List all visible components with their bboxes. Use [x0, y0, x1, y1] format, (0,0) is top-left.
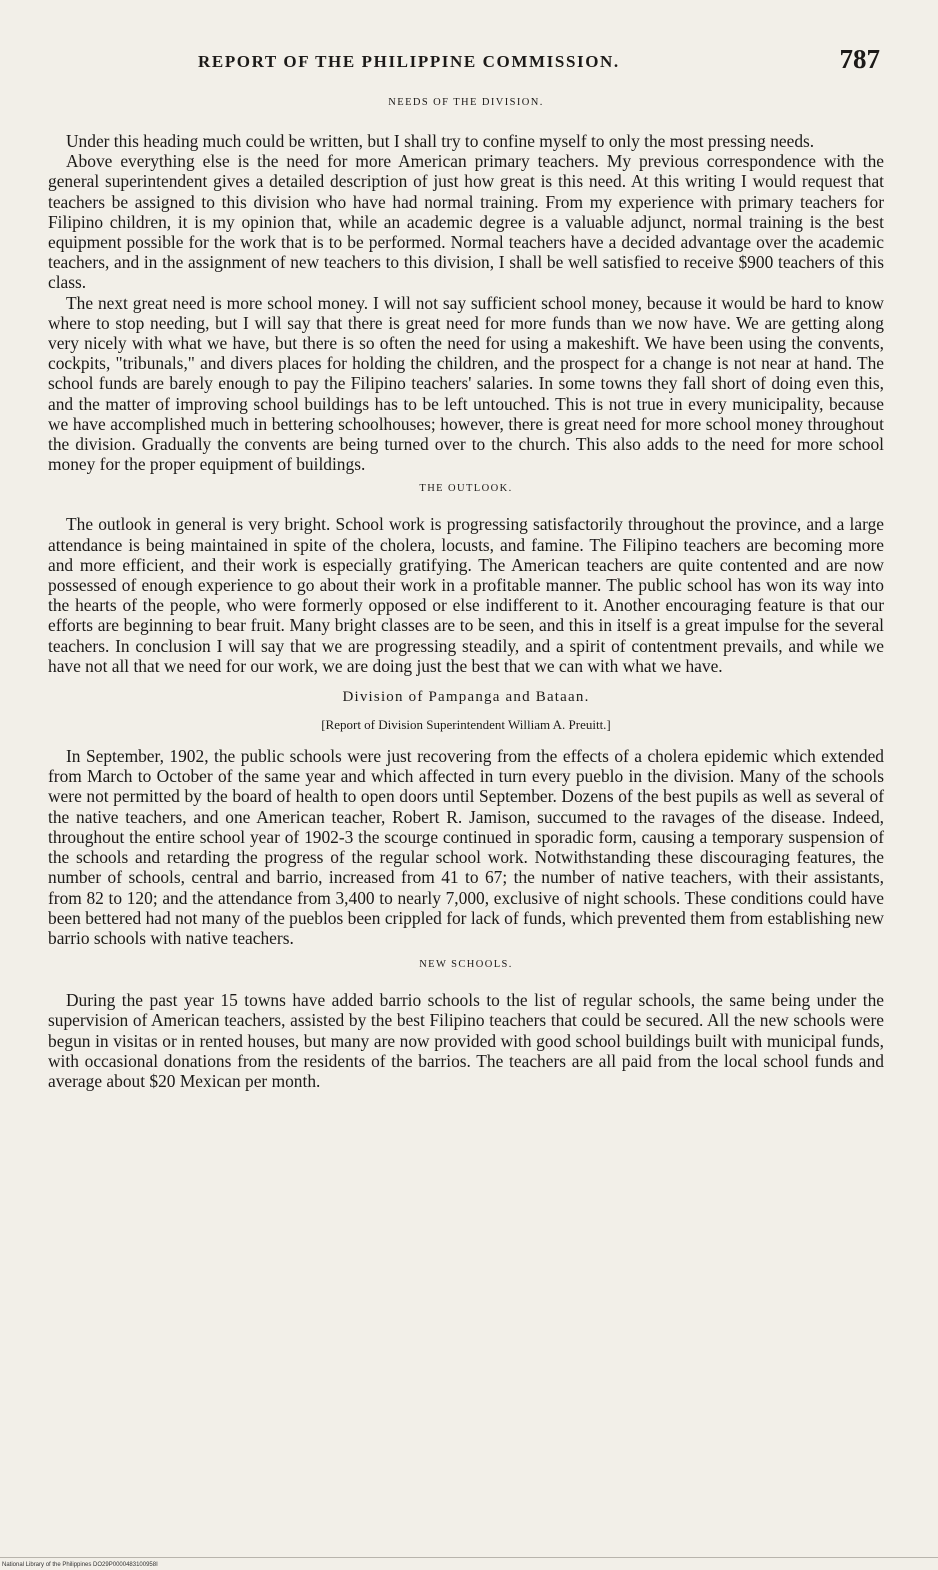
- paragraph: Under this heading much could be written, but I shall try to confine myself to only the most pressing needs.: [66, 131, 815, 151]
- running-head: [48, 40, 884, 80]
- footer-rule: [0, 1557, 938, 1558]
- paragraph: The outlook in general is very bright. School work is progressing satisfactorily throughout the province, and a large attendance is being maintained in spite of the cholera, locusts, and famine. The Filipino teachers are becoming more and more efficient, and their work is especially gratifying. The American teachers are quite contented and are now possessed of enough experience to go about their work in a profitable manner. The public school has won its way into the hearts of the people, who were formerly opposed or else indifferent to it. Another encouraging feature is that our efforts are beginning to bear fruit. Many bright classes are to be seen, and this in itself is a great impulse for the several teachers. In conclusion I will say that we are progressing steadily, and a spirit of contentment prevails, and while we have not all that we need for our work, we are doing just the best that we can with what we have.: [48, 514, 884, 676]
- paragraph: The next great need is more school money. I will not say sufficient school money, because it would be hard to know where to stop needing, but I will say that there is great need for more funds than we now have. We are getting along very nicely with what we have, but there is so often the need for using a makeshift. We have been using the convents, cockpits, "tribunals," and divers places for holding the children, and the prospect for a change is not near at hand. The school funds are barely enough to pay the Filipino teachers' salaries. In some towns they fall short of doing even this, and the matter of improving school buildings has to be left untouched. This is not true in every municipality, because we have accomplished much in bettering schoolhouses; however, there is great need for more school money throughout the division. Gradually the convents are being turned over to the church. This also adds to the need for more school money for the proper equipment of buildings.: [48, 292, 884, 475]
- paragraph: Above everything else is the need for more American primary teachers. My previous correspondence with the general superintendent gives a detailed description of just how great is this need. At this writing I would request that teachers be assigned to this division who have had normal training. From my experience with primary teachers for Filipino children, it is my opinion that, while an academic degree is a valuable adjunct, normal training is the best equipment possible for the work that is to be performed. Normal teachers have a decided advantage over the academic teachers, and in the assignment of new teachers to this division, I shall be well satisfied to receive $900 teachers of this class.: [48, 151, 884, 293]
- footer-note: National Library of the Philippines DO29P0000483100958I: [2, 1562, 158, 1568]
- paragraph: In September, 1902, the public schools were just recovering from the effects of a cholera epidemic which extended from March to October of the same year and which affected in turn every pueblo in the division. Many of the schools were not permitted by the board of health to open doors until September. Dozens of the best pupils as well as several of the native teachers, and one American teacher, Robert R. Jamison, succumed to the ravages of the disease. Indeed, throughout the entire school year of 1902-3 the scourge continued in sporadic form, causing a temporary suspension of the schools and retarding the progress of the regular school work. Notwithstanding these discouraging features, the number of schools, central and barrio, increased from 41 to 67; the number of native teachers, with their assistants, from 82 to 120; and the attendance from 3,400 to nearly 7,000, exclusive of night schools. These conditions could have been bettered had not many of the pueblos been crippled for lack of funds, which prevented them from establishing new barrio schools with native teachers.: [48, 746, 884, 948]
- running-title: REPORT OF THE PHILIPPINE COMMISSION.: [198, 52, 620, 71]
- document-page: [48, 40, 884, 1091]
- report-attribution: [Report of Division Superintendent William A. Preuitt.]: [321, 717, 611, 733]
- paragraph: During the past year 15 towns have added barrio schools to the list of regular schools, the same being under the supervision of American teachers, assisted by the best Filipino teachers that could be secured. All the new schools were begun in visitas or in rented houses, but many are now provided with good school buildings built with municipal funds, with occasional donations from the residents of the barrios. The teachers are all paid from the local school funds and average about $20 Mexican per month.: [48, 990, 884, 1091]
- section-heading-needs: NEEDS OF THE DIVISION.: [388, 97, 544, 108]
- division-title: Division of Pampanga and Bataan.: [342, 689, 590, 706]
- section-heading-outlook: THE OUTLOOK.: [419, 483, 513, 495]
- page-number: 787: [839, 44, 880, 74]
- section-heading-new-schools: NEW SCHOOLS.: [419, 959, 513, 971]
